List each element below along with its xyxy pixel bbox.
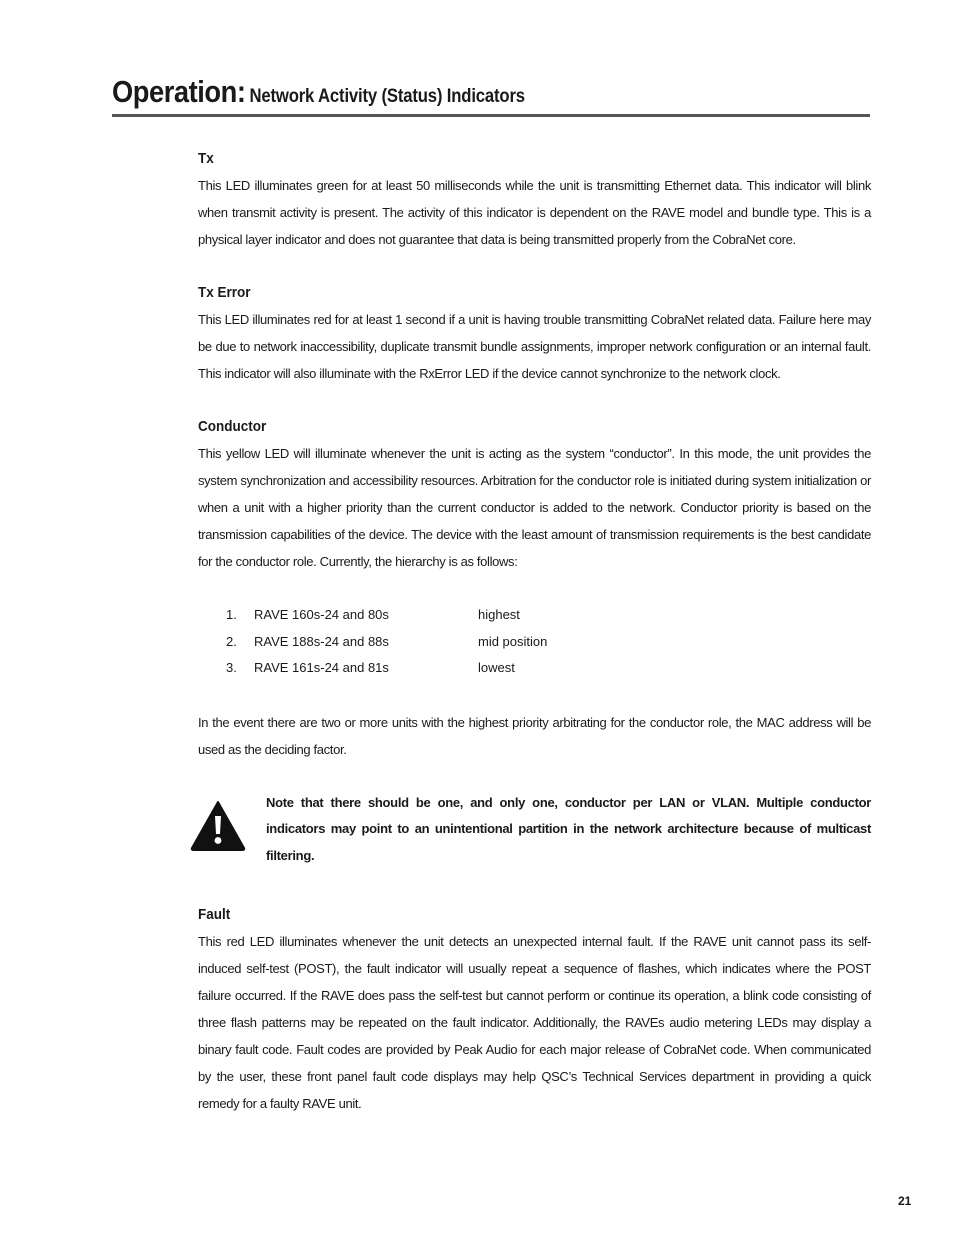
- list-item-number: 2.: [226, 633, 237, 649]
- list-item-model: RAVE 161s-24 and 81s: [254, 660, 389, 675]
- warning-triangle-icon: [190, 800, 246, 852]
- section-body-tx-error: This LED illuminates red for at least 1 second if a unit is having trouble transmitting CobraNet related data. Failure here may be due to network inaccessibility, duplicate transmit bundle assignments, improper network configuration or an internal fault. This indicator will also illuminate with the RxError LED if the device cannot synchronize to the network clock.: [198, 312, 871, 381]
- list-item-model: RAVE 188s-24 and 88s: [254, 633, 389, 649]
- conductor-warning-note: [198, 790, 871, 876]
- list-item: [198, 655, 871, 682]
- page-title-sub: Network Activity (Status) Indicators: [249, 86, 525, 107]
- page-header: [112, 74, 870, 117]
- conductor-hierarchy-list: [198, 602, 871, 682]
- page-number: 21: [898, 1194, 912, 1208]
- section-title-tx: Tx: [198, 150, 214, 167]
- list-item-rank: lowest: [478, 660, 515, 675]
- warning-note-text: Note that there should be one, and only one, conductor per LAN or VLAN. Multiple conductor indicators may point to an unintentional partition in the network architecture because of multicast filtering.: [266, 794, 871, 863]
- list-item-number: 1.: [226, 607, 237, 622]
- section-title-conductor: Conductor: [198, 418, 267, 435]
- section-body-fault: This red LED illuminates whenever the unit detects an unexpected internal fault. If the RAVE unit cannot pass its self-induced self-test (POST), the fault indicator will usually repeat a sequence of flashes, which indicates where the POST failure occurred. If the RAVE does pass the self-test but cannot perform or continue its operation, a blink code consisting of three flash patterns may be repeated on the fault indicator. Additionally, the RAVEs audio metering LEDs may display a binary fault code. Fault codes are provided by Peak Audio for each major release of CobraNet code. When communicated by the user, these front panel fault code displays may help QSC’s Technical Services department in providing a quick remedy for a faulty RAVE unit.: [198, 933, 871, 1111]
- list-item-rank: highest: [478, 607, 520, 622]
- list-item: [198, 629, 871, 656]
- page-title: [112, 74, 525, 110]
- list-item-model: RAVE 160s-24 and 80s: [254, 607, 389, 622]
- list-item-rank: mid position: [478, 633, 548, 649]
- section-body-conductor: This yellow LED will illuminate whenever the unit is acting as the system “conductor”. In this mode, the unit provides the system synchronization and accessibility resources. Arbitration for the conductor role is initiated during system initialization or when a unit with a higher priority than the current conductor is added to the network. Conductor priority is based on the transmission capabilities of the device. The device with the least amount of transmission requirements is the best candidate for the conductor role. Currently, the hierarchy is as follows:: [198, 446, 871, 569]
- list-item-number: 3.: [226, 660, 237, 675]
- list-item: [198, 602, 871, 629]
- page-title-main: Operation:: [112, 74, 246, 109]
- page-content: [198, 146, 871, 1117]
- conductor-tiebreak-text: In the event there are two or more units with the highest priority arbitrating for the conductor role, the MAC address will be used as the deciding factor.: [198, 714, 871, 757]
- section-title-tx-error: Tx Error: [198, 284, 251, 301]
- section-title-fault: Fault: [198, 905, 231, 923]
- section-body-tx: This LED illuminates green for at least 50 milliseconds while the unit is transmitting Ethernet data. This indicator will blink when transmit activity is present. The activity of this indicator is dependent on the RAVE model and bundle type. This is a physical layer indicator and does not guarantee that data is being transmitted properly from the CobraNet core.: [198, 178, 871, 247]
